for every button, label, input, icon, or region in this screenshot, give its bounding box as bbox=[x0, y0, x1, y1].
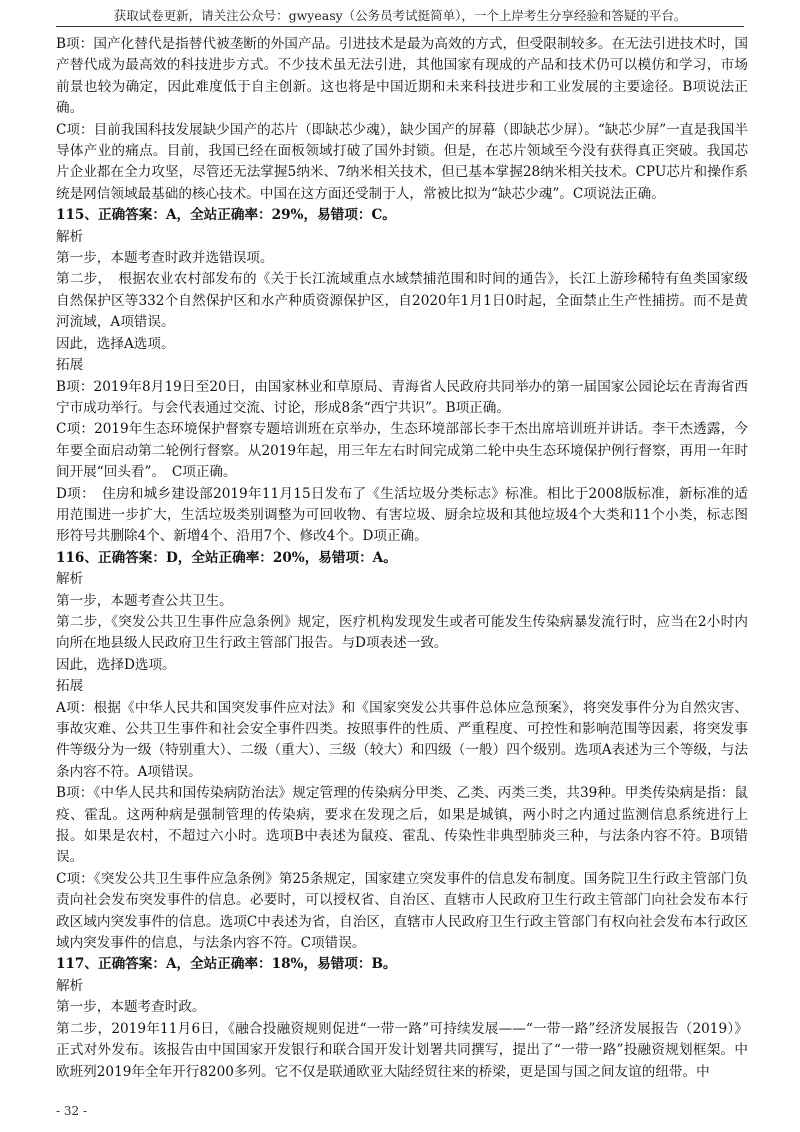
section-label: 拓展 bbox=[56, 678, 84, 695]
paragraph: C项：2019年生态环境保护督察专题培训班在京举办，生态环境部部长李干杰出席培训班并讲话。李干杰透露，今年要全面启动第二轮例行督察。从2019年起，用三年左右时间完成第二轮中央生态环境保护例行督察，再用一年时间开展“回头看”。 C项正确。 bbox=[56, 421, 748, 481]
answer-heading: 117、正确答案：A，全站正确率：18%，易错项：B。 bbox=[56, 956, 397, 973]
paragraph: C项：《突发公共卫生事件应急条例》第25条规定，国家建立突发事件的信息发布制度。国务院卫生行政主管部门负责向社会发布突发事件的信息。必要时，可以授权省、自治区、直辖市人民政府卫生行政主管部门向社会发布本行政区域内突发事件的信息。选项C中表述为省，自治区，直辖市人民政府卫生行政主管部门有权向社会发布本行政区域内突发事件的信息，与法条内容不符。C项错误。 bbox=[56, 870, 748, 952]
paragraph: B项：《中华人民共和国传染病防治法》规定管理的传染病分甲类、乙类、丙类三类，共39种。甲类传染病是指：鼠疫、霍乱。这两种病是强制管理的传染病，要求在发现之后，如果是城镇，两小时之内通过监测信息系统进行上报。如果是农村，不超过六小时。选项B中表述为鼠疫、霍乱、传染性非典型肺炎三种，与法条内容不符。B项错误。 bbox=[56, 785, 748, 866]
paragraph: 第一步，本题考查时政并选错误项。 bbox=[56, 250, 274, 267]
page-header: 获取试卷更新，请关注公众号：gwyeasy（公务员考试挺简单），一个上岸考生分享经验和答疑的平台。 bbox=[113, 8, 687, 23]
section-label: 解析 bbox=[56, 977, 84, 994]
answer-heading: 115、正确答案：A，全站正确率：29%，易错项：C。 bbox=[56, 207, 396, 224]
section-label: 拓展 bbox=[56, 357, 84, 374]
page-number: - 32 - bbox=[56, 1104, 88, 1118]
paragraph: 第一步，本题考查公共卫生。 bbox=[56, 592, 233, 609]
paragraph: 因此，选择D选项。 bbox=[56, 656, 176, 673]
paragraph: 第二步， 根据农业农村部发布的《关于长江流域重点水域禁捕范围和时间的通告》，长江上游珍稀特有鱼类国家级自然保护区等332个自然保护区和水产种质资源保护区，自2020年1月1日0时起，全面禁止生产性捕捞。而不是黄河流域，A项错误。 bbox=[56, 271, 748, 331]
paragraph: 第一步，本题考查时政。 bbox=[56, 999, 206, 1016]
paragraph: B项：国产化替代是指替代被垄断的外国产品。引进技术是最为高效的方式，但受限制较多。在无法引进技术时，国产替代成为最高效的科技进步方式。不少技术虽无法引进，其他国家有现成的产品和技术仍可以模仿和学习，市场前景也较为确定，因此难度低于自主创新。这也将是中国近期和未来科技进步和工业发展的主要途径。B项说法正确。 bbox=[56, 36, 748, 117]
paragraph: C项：目前我国科技发展缺少国产的芯片（即缺芯少魂），缺少国产的屏幕（即缺芯少屏）。“缺芯少屏”一直是我国半导体产业的痛点。目前，我国已经在面板领域打破了国外封锁。但是，在芯片领域至今没有获得真正突破。我国芯片企业都在全力攻坚，尽管还无法掌握5纳米、7纳米相关技术，但已基本掌握28纳米相关技术。CPU芯片和操作系统是网信领域最基础的核心技术。中国在这方面还受制于人，常被比拟为“缺芯少魂”。C项说法正确。 bbox=[56, 121, 748, 202]
document-body bbox=[56, 34, 748, 1083]
paragraph: A项：根据《中华人民共和国突发事件应对法》和《国家突发公共事件总体应急预案》，将突发事件分为自然灾害、事故灾难、公共卫生事件和社会安全事件四类。按照事件的性质、严重程度、可控性和影响范围等因素，将突发事件等级分为一级（特别重大）、二级（重大）、三级（较大）和四级（一般）四个级别。选项A表述为三个等级，与法条内容不符。A项错误。 bbox=[56, 699, 748, 780]
paragraph: D项： 住房和城乡建设部2019年11月15日发布了《生活垃圾分类标志》标准。相比于2008版标准，新标准的适用范围进一步扩大，生活垃圾类别调整为可回收物、有害垃圾、厨余垃圾和其他垃圾4个大类和11个小类，标志图形符号共删除4个、新增4个、沿用7个、修改4个。D项正确。 bbox=[56, 485, 748, 545]
section-label: 解析 bbox=[56, 228, 84, 245]
section-label: 解析 bbox=[56, 571, 84, 588]
paragraph: B项：2019年8月19日至20日，由国家林业和草原局、青海省人民政府共同举办的第一届国家公园论坛在青海省西宁市成功举行。与会代表通过交流、讨论，形成8条“西宁共识”。B项正确。 bbox=[56, 378, 748, 416]
header-divider bbox=[56, 26, 744, 27]
answer-heading: 116、正确答案：D，全站正确率：20%，易错项：A。 bbox=[56, 549, 397, 566]
paragraph: 第二步，2019年11月6日，《融合投融资规则促进“一带一路”可持续发展——“一带一路”经济发展报告（2019）》正式对外发布。该报告由中国国家开发银行和联合国开发计划署共同撰写，提出了“一带一路”投融资规划框架。中欧班列2019年全年开行8200多列。它不仅是联通欧亚大陆经贸往来的桥梁，更是国与国之间友谊的纽带。中 bbox=[56, 1020, 748, 1080]
paragraph: 因此，选择A选项。 bbox=[56, 335, 175, 352]
paragraph: 第二步，《突发公共卫生事件应急条例》规定，医疗机构发现发生或者可能发生传染病暴发流行时，应当在2小时内向所在地县级人民政府卫生行政主管部门报告。与D项表述一致。 bbox=[56, 613, 748, 652]
